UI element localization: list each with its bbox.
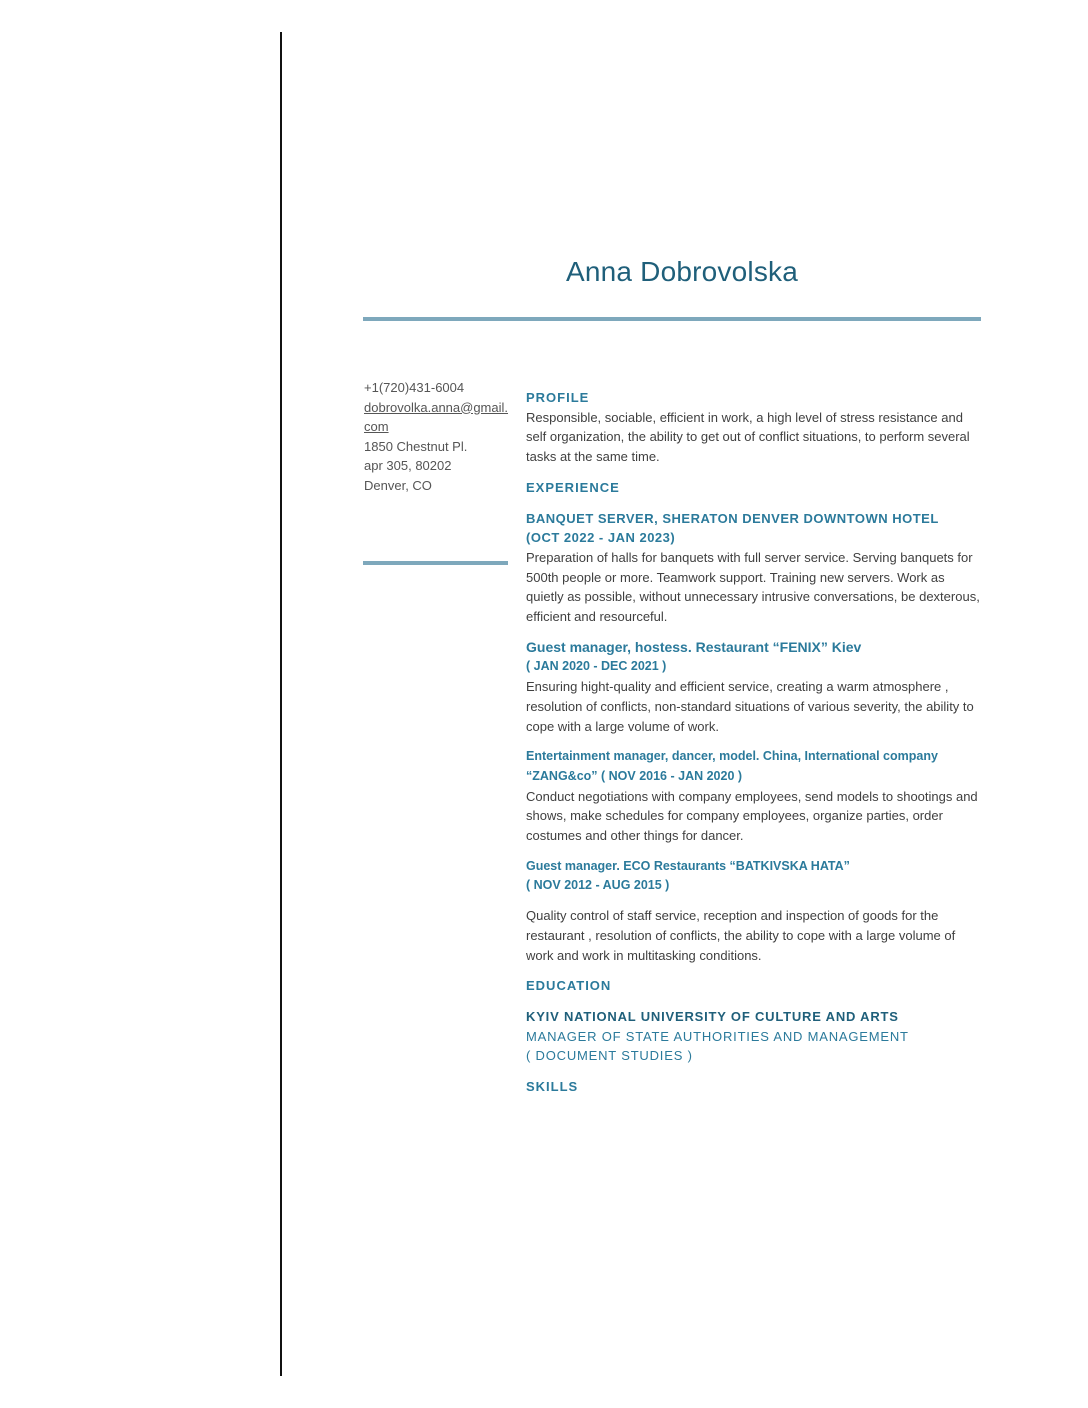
contact-email-link[interactable]: dobrovolka.anna@gmail.com <box>364 399 509 435</box>
page-margin-line <box>280 32 282 1376</box>
job-entry <box>526 509 984 627</box>
job-entry <box>526 638 984 737</box>
skills-heading: SKILLS <box>526 1079 579 1095</box>
experience-heading: EXPERIENCE <box>526 479 620 495</box>
education-school: KYIV NATIONAL UNIVERSITY OF CULTURE AND ARTS <box>526 1008 899 1024</box>
contact-address-line-1: 1850 Chestnut Pl. <box>364 438 468 454</box>
job-dates: (OCT 2022 - JAN 2023) <box>526 530 676 546</box>
job-dates: ( NOV 2012 - AUG 2015 ) <box>526 878 670 893</box>
education-heading: EDUCATION <box>526 978 612 994</box>
job-title: Entertainment manager, dancer, model. China, International company “ZANG&co” ( NOV 2016 - JAN 2020 ) <box>526 749 938 783</box>
profile-text: Responsible, sociable, efficient in work, a high level of stress resistance and self organization, the ability to get out of conflict situations, to perform several tasks at the same time. <box>526 409 970 465</box>
job-dates: ( JAN 2020 - DEC 2021 ) <box>526 659 667 674</box>
contact-address-line-3: Denver, CO <box>364 477 432 493</box>
name-divider <box>363 317 981 321</box>
candidate-name: Anna Dobrovolska <box>566 256 798 287</box>
job-description: Preparation of halls for banquets with full server service. Serving banquets for 500th people or more. Teamwork support. Training new servers. Work as quietly as possible, without unnecessary intrusive conversations, be dexterous, efficient and resourceful. <box>526 549 980 625</box>
job-description: Quality control of staff service, reception and inspection of goods for the restaurant , resolution of conflicts, the ability to cope with a large volume of work and work in multitasking conditions. <box>526 908 956 963</box>
education-degree: MANAGER OF STATE AUTHORITIES AND MANAGEMENT <box>526 1028 909 1044</box>
resume-main-column <box>526 388 984 1097</box>
job-entry <box>526 747 984 846</box>
contact-block <box>364 378 514 496</box>
job-title: Guest manager. ECO Restaurants “BATKIVSKA HATA” <box>526 858 850 873</box>
education-specialization: ( DOCUMENT STUDIES ) <box>526 1048 693 1064</box>
contact-address-line-2: apr 305, 80202 <box>364 458 452 474</box>
contact-divider <box>363 561 508 565</box>
profile-heading: PROFILE <box>526 390 590 405</box>
job-title: Guest manager, hostess. Restaurant “FENIX” Kiev <box>526 638 862 655</box>
contact-phone: +1(720)431-6004 <box>364 380 465 395</box>
job-title: BANQUET SERVER, SHERATON DENVER DOWNTOWN HOTEL <box>526 510 939 526</box>
job-entry <box>526 857 984 966</box>
job-description: Ensuring hight-quality and efficient service, creating a warm atmosphere , resolution of conflicts, non-standard situations of various severity, the ability to cope with a large volume of work. <box>526 679 974 734</box>
job-description: Conduct negotiations with company employees, send models to shootings and shows, make schedules for company employees, organize parties, order costumes and other things for dancer. <box>526 788 978 844</box>
